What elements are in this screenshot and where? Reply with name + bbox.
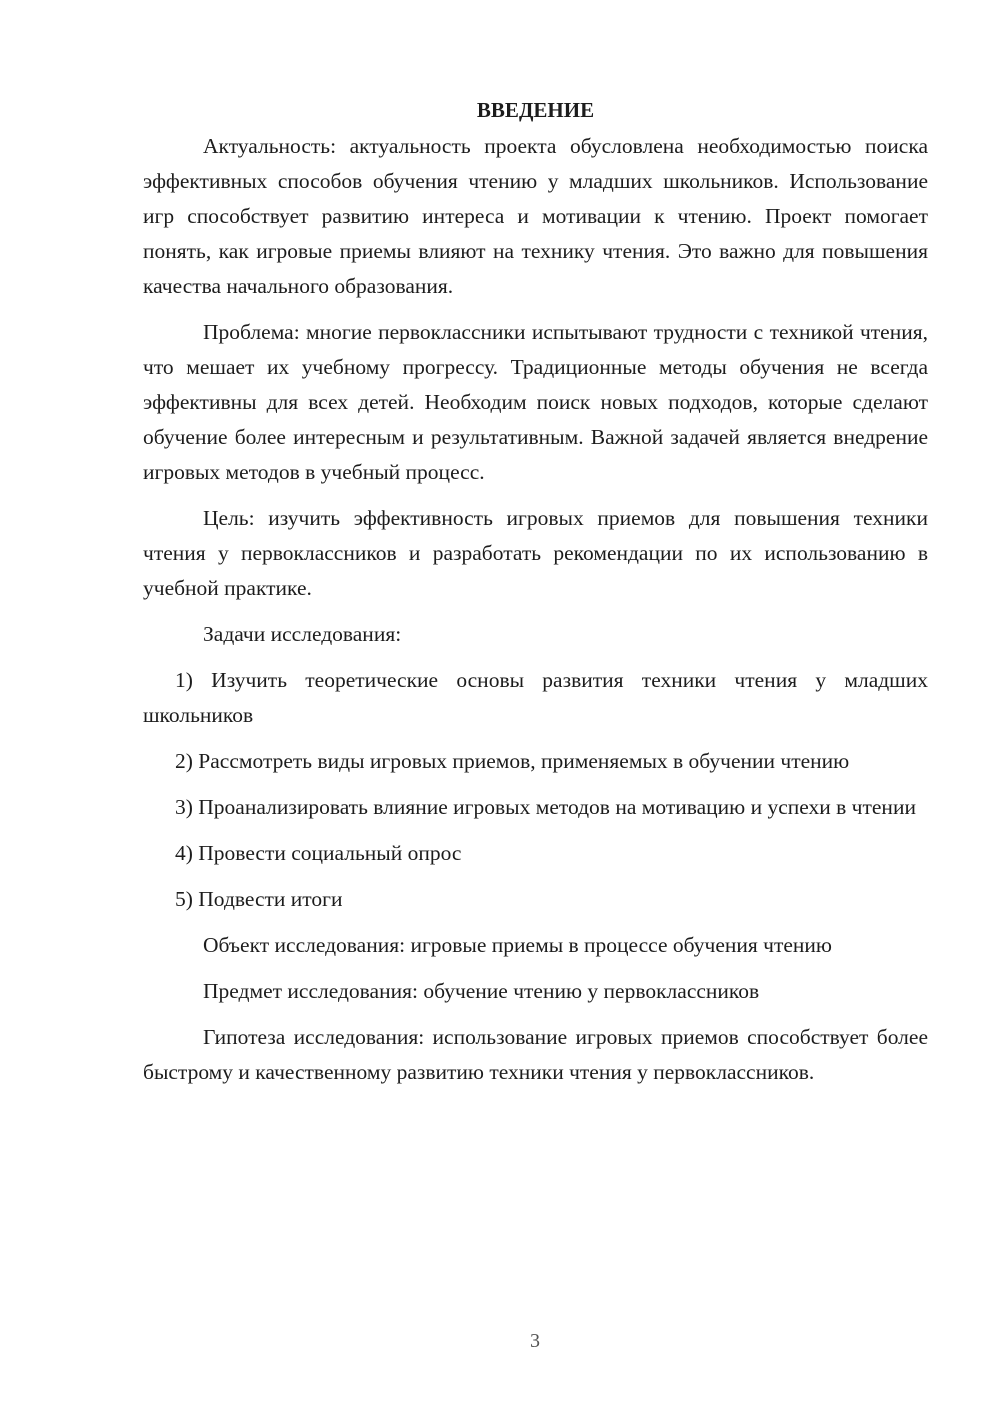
object-line: Объект исследования: игровые приемы в процессе обучения чтению [203,933,832,957]
problem-paragraph: Проблема: многие первоклассники испытывают трудности с техникой чтения, что мешает их учебному прогрессу. Традиционные методы обучения не всегда эффективны для всех детей. Необходим поиск новых подходов, которые сделают обучение более интересным и результативным. Важной задачей является внедрение игровых методов в учебный процесс. [143,320,928,484]
tasks-list [143,663,928,917]
hypothesis-paragraph: Гипотеза исследования: использование игровых приемов способствует более быстрому и качественному развитию техники чтения у первоклассников. [143,1025,928,1084]
task-item: 3) Проанализировать влияние игровых методов на мотивацию и успехи в чтении [175,795,916,819]
relevance-paragraph: Актуальность: актуальность проекта обусловлена необходимостью поиска эффективных способов обучения чтению у младших школьников. Использование игр способствует развитию интереса и мотивации к чтению. Проект помогает понять, как игровые приемы влияют на технику чтения. Это важно для повышения качества начального образования. [143,134,928,298]
task-item: 5) Подвести итоги [175,887,343,911]
goal-paragraph: Цель: изучить эффективность игровых приемов для повышения техники чтения у первоклассников и разработать рекомендации по их использованию в учебной практике. [143,506,928,600]
task-item: 4) Провести социальный опрос [175,841,462,865]
tasks-heading: Задачи исследования: [203,622,402,646]
task-item: 1) Изучить теоретические основы развития техники чтения у младших школьников [143,668,928,727]
page-number: 3 [530,1330,540,1352]
task-item: 2) Рассмотреть виды игровых приемов, применяемых в обучении чтению [175,749,850,773]
document-body [143,93,928,1101]
subject-line: Предмет исследования: обучение чтению у первоклассников [203,979,760,1003]
section-title: ВВЕДЕНИЕ [476,98,595,122]
